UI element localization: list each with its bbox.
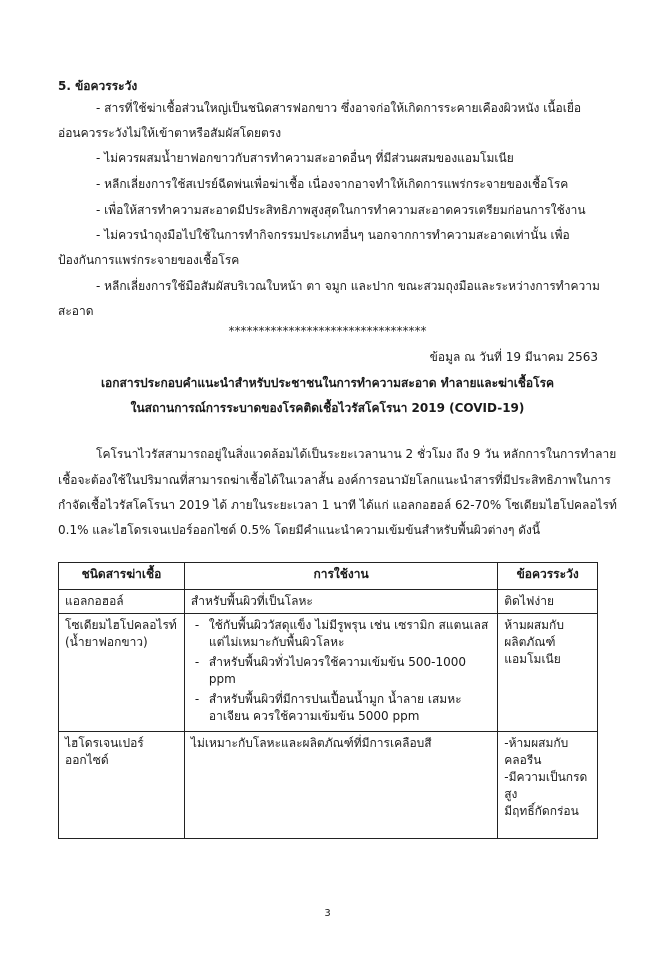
agent-cell: ไฮโดรเจนเปอร์ ออกไซด์ (59, 732, 185, 839)
header-caution: ข้อควรระวัง (498, 563, 598, 590)
doc-title-line2: ในสถานการณ์การระบาดของโรคติดเชื้อไวรัสโคโรนา 2019 (COVID-19) (130, 401, 525, 415)
usage-list (191, 617, 491, 725)
intro-line: เชื้อจะต้องใช้ในปริมาณที่สามารถฆ่าเชื้อได้ในเวลาสั้น องค์การอนามัยโลกแนะนำสารที่มีประสิทธิภาพในการ (58, 473, 611, 487)
agent-cell: แอลกอฮอล์ (59, 590, 185, 614)
caution-line: - สารที่ใช้ฆ่าเชื้อส่วนใหญ่เป็นชนิดสารฟอกขาว ซึ่งอาจก่อให้เกิดการระคายเคืองผิวหนัง เนื้อเยื่อ (96, 101, 582, 115)
disinfectant-table (58, 562, 598, 839)
usage-cell: ไม่เหมาะกับโลหะและผลิตภัณฑ์ที่มีการเคลือบสี (184, 732, 497, 839)
table-row (59, 590, 598, 614)
caution-line: - ไม่ควรนำถุงมือไปใช้ในการทำกิจกรรมประเภทอื่นๆ นอกจากการทำความสะอาดเท่านั้น เพื่อ (96, 228, 570, 242)
table-row (59, 732, 598, 839)
usage-item: - ใช้กับพื้นผิววัสดุแข็ง ไม่มีรูพรุน เช่น เซรามิก สแตนเลส แต่ไม่เหมาะกับพื้นผิวโลหะ (191, 617, 491, 651)
usage-item: - สำหรับพื้นผิวที่มีการปนเปื้อนน้ำมูก น้ำลาย เสมหะ อาเจียน ควรใช้ความเข้มข้น 5000 ppm (191, 691, 491, 725)
intro-line: 0.1% และไฮโดรเจนเปอร์ออกไซด์ 0.5% โดยมีคำแนะนำความเข้มข้นสำหรับพื้นผิวต่างๆ ดังนี้ (58, 523, 541, 537)
section-separator: ********************************* (228, 324, 427, 338)
caution-line: ป้องกันการแพร่กระจายของเชื้อโรค (58, 253, 240, 267)
table-row (59, 614, 598, 732)
header-agent: ชนิดสารฆ่าเชื้อ (59, 563, 185, 590)
agent-cell: โซเดียมไฮโปคลอไรท์ (น้ำยาฟอกขาว) (59, 614, 185, 732)
usage-cell (184, 614, 497, 732)
caution-line: - หลีกเลี่ยงการใช้สเปรย์ฉีดพ่นเพื่อฆ่าเชื้อ เนื่องจากอาจทำให้เกิดการแพร่กระจายของเชื้อโรค (96, 177, 569, 191)
table-header-row (59, 563, 598, 590)
usage-item: - สำหรับพื้นผิวทั่วไปควรใช้ความเข้มข้น 500-1000 ppm (191, 654, 491, 688)
caution-line: อ่อนควรระวังไม่ให้เข้าตาหรือสัมผัสโดยตรง (58, 126, 282, 140)
caution-line: - หลีกเลี่ยงการใช้มือสัมผัสบริเวณใบหน้า ตา จมูก และปาก ขณะสวมถุงมือและระหว่างการทำความ (96, 279, 600, 293)
caution-line: - ไม่ควรผสมน้ำยาฟอกขาวกับสารทำความสะอาดอื่นๆ ที่มีส่วนผสมของแอมโมเนีย (96, 151, 514, 165)
usage-cell: สำหรับพื้นผิวที่เป็นโลหะ (184, 590, 497, 614)
header-usage: การใช้งาน (184, 563, 497, 590)
caution-cell: ติดไฟง่าย (498, 590, 598, 614)
caution-heading: 5. ข้อควรระวัง (58, 79, 138, 93)
intro-line: โคโรนาไวรัสสามารถอยู่ในสิ่งแวดล้อมได้เป็นระยะเวลานาน 2 ชั่วโมง ถึง 9 วัน หลักการในการทำลาย (96, 447, 617, 461)
page-number: 3 (324, 908, 331, 919)
doc-title-line1: เอกสารประกอบคำแนะนำสำหรับประชาชนในการทำความสะอาด ทำลายและฆ่าเชื้อโรค (100, 376, 555, 390)
intro-line: กำจัดเชื้อไวรัสโคโรนา 2019 ได้ ภายในระยะเวลา 1 นาที ได้แก่ แอลกอฮอล์ 62-70% โซเดียมไฮโปคลอไรท์ (58, 498, 617, 512)
caution-line: - เพื่อให้สารทำความสะอาดมีประสิทธิภาพสูงสุดในการทำความสะอาดควรเตรียมก่อนการใช้งาน (96, 203, 586, 217)
caution-line: สะอาด (58, 304, 94, 318)
data-date: ข้อมูล ณ วันที่ 19 มีนาคม 2563 (429, 350, 598, 364)
caution-cell: -ห้ามผสมกับ คลอรีน -มีความเป็นกรดสูง มีฤทธิ์กัดกร่อน (498, 732, 598, 839)
caution-cell: ห้ามผสมกับ ผลิตภัณฑ์ แอมโมเนีย (498, 614, 598, 732)
